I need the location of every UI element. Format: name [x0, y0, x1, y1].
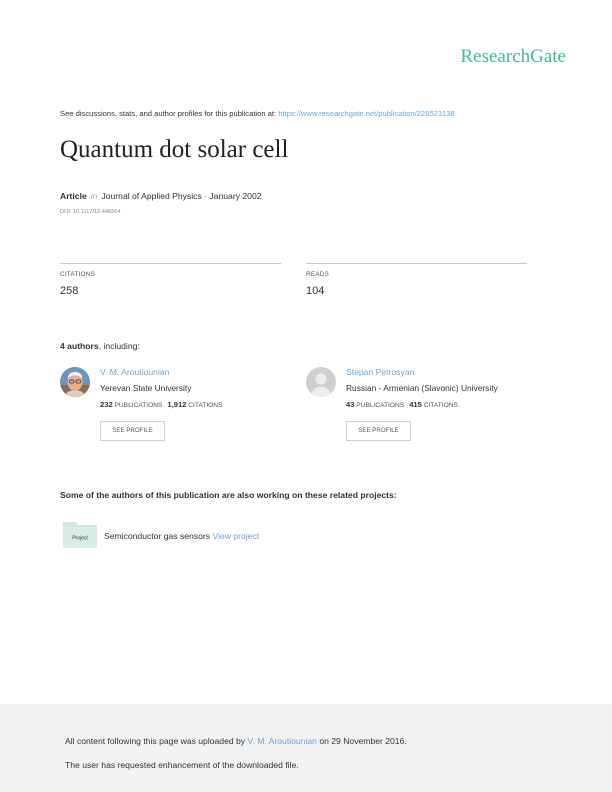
publication-url-link[interactable]: https://www.researchgate.net/publication/228523138 — [278, 109, 455, 118]
citations-label: CITATIONS — [60, 271, 95, 278]
reads-divider — [306, 263, 527, 264]
publications-label: PUBLICATIONS — [356, 402, 405, 409]
author-info — [346, 367, 498, 409]
author-name-link[interactable]: Stepan Petrosyan — [346, 367, 415, 377]
upload-suffix: on 29 November 2016. — [316, 736, 407, 746]
meta-separator: · — [201, 191, 210, 201]
see-profile-button[interactable]: SEE PROFILE — [100, 421, 165, 441]
citations-count: 1,912 — [167, 400, 187, 409]
publications-count: 43 — [346, 400, 355, 409]
page-title: Quantum dot solar cell — [60, 136, 289, 163]
authors-heading — [60, 341, 140, 351]
reads-label: READS — [306, 271, 330, 278]
publication-meta — [60, 191, 262, 201]
enhancement-notice: The user has requested enhancement of the downloaded file. — [65, 760, 299, 770]
uploader-link[interactable]: V. M. Aroutiounian — [247, 736, 317, 746]
upload-prefix: All content following this page was uploaded by — [65, 736, 248, 746]
discussion-line — [60, 109, 455, 118]
author-name-link[interactable]: V. M. Aroutiounian — [100, 367, 170, 377]
project-text — [104, 531, 259, 541]
publications-label: PUBLICATIONS — [114, 402, 163, 409]
see-profile-button[interactable]: SEE PROFILE — [346, 421, 411, 441]
author-institution: Russian - Armenian (Slavonic) University — [346, 383, 498, 393]
upload-notice — [65, 736, 407, 746]
publications-count: 232 — [100, 400, 113, 409]
reads-count: 104 — [306, 285, 325, 297]
project-folder-icon — [63, 521, 97, 548]
project-tag: Project — [72, 535, 88, 542]
in-word: in — [90, 191, 98, 201]
citations-label: CITATIONS — [188, 402, 223, 409]
citations-label: CITATIONS — [423, 402, 458, 409]
journal-name: Journal of Applied Physics — [101, 191, 202, 201]
authors-suffix: , including: — [98, 341, 140, 351]
author-institution: Yerevan State University — [100, 383, 192, 393]
view-project-link[interactable]: View project — [212, 531, 260, 541]
author-info — [100, 367, 222, 409]
project-name: Semiconductor gas sensors — [104, 531, 213, 541]
citations-count: 258 — [60, 285, 79, 297]
avatar[interactable] — [60, 367, 90, 397]
footer — [0, 704, 612, 792]
author-stats — [100, 400, 222, 409]
author-photo-icon — [60, 367, 90, 397]
citations-divider — [60, 263, 281, 264]
authors-count: 4 authors — [60, 341, 99, 351]
doi: DOI: 10.1117/12.448264 — [60, 209, 121, 215]
discussion-text: See discussions, stats, and author profiles for this publication at: — [60, 109, 279, 118]
researchgate-logo[interactable]: ResearchGate — [460, 46, 566, 67]
default-avatar-icon — [306, 367, 336, 397]
publication-type: Article — [60, 191, 87, 201]
related-projects-heading: Some of the authors of this publication are also working on these related projects: — [60, 490, 397, 500]
citations-count: 415 — [409, 400, 422, 409]
avatar[interactable] — [306, 367, 336, 397]
author-stats — [346, 400, 498, 409]
publication-date: January 2002 — [209, 191, 262, 201]
